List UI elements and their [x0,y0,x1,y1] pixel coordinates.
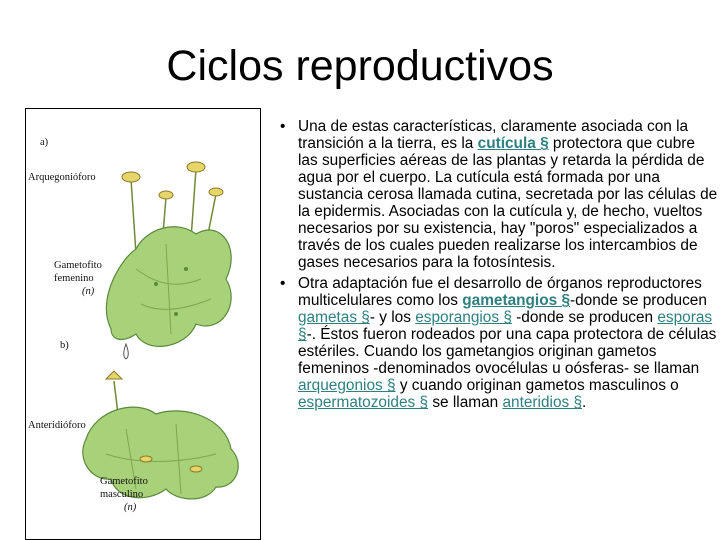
bullet-item-organos: • Otra adaptación fue el desarrollo de órganos reproductores multicelulares como los gametangios §-donde se producen gametas §- y los esporangios § -donde se producen esporas §-. Éstos fueron rodeados por una capa protectora de células estériles. Cuando los gametangios originan gametos femeninos -denominados ovocélulas u oósferas- se llaman arquegonios § y cuando originan gametos masculinos o espermatozoides § se llaman anteridios §. [272,275,718,411]
link-esporas[interactable]: esporas § [298,309,713,343]
label-b: b) [60,340,69,351]
link-esporangios[interactable]: esporangios § [415,309,512,326]
link-gametas[interactable]: gametas § [298,309,370,326]
link-cuticula[interactable]: cutícula § [477,135,549,152]
link-gametangios[interactable]: gametangios § [462,292,570,309]
link-anteridios[interactable]: anteridios § [502,394,583,411]
bullet-list [272,118,718,415]
label-gametofito-femenino: Gametofito femenino (n) [54,260,102,297]
link-espermatozoides[interactable]: espermatozoides § [298,394,429,411]
label-gametofito-masculino: Gametofito masculino (n) [100,476,148,513]
label-arquegonioforo: Arquegonióforo [28,172,96,183]
liverwort-figure [25,108,261,540]
link-arquegonios[interactable]: arquegonios § [298,377,396,394]
female-gametophyte-drawing [106,162,231,346]
page-title: Ciclos reproductivos [166,42,554,90]
label-a: a) [40,137,49,148]
label-anteridioforo: Anteridióforo [28,420,86,431]
bullet-item-cuticula: • Una de estas características, claramente asociada con la transición a la tierra, es la cutícula § protectora que cubre las superficies aéreas de las plantas y retarda la pérdida de agua por el cuerpo. La cutícula está formada por una sustancia cerosa llamada cutina, secretada por las células de la epidermis. Asociadas con la cutícula y, de hecho, vueltos necesarios por su existencia, hay "poros" especializados a través de los cuales pueden realizarse los intercambios de gases necesarios para la fotosíntesis. [272,118,718,271]
